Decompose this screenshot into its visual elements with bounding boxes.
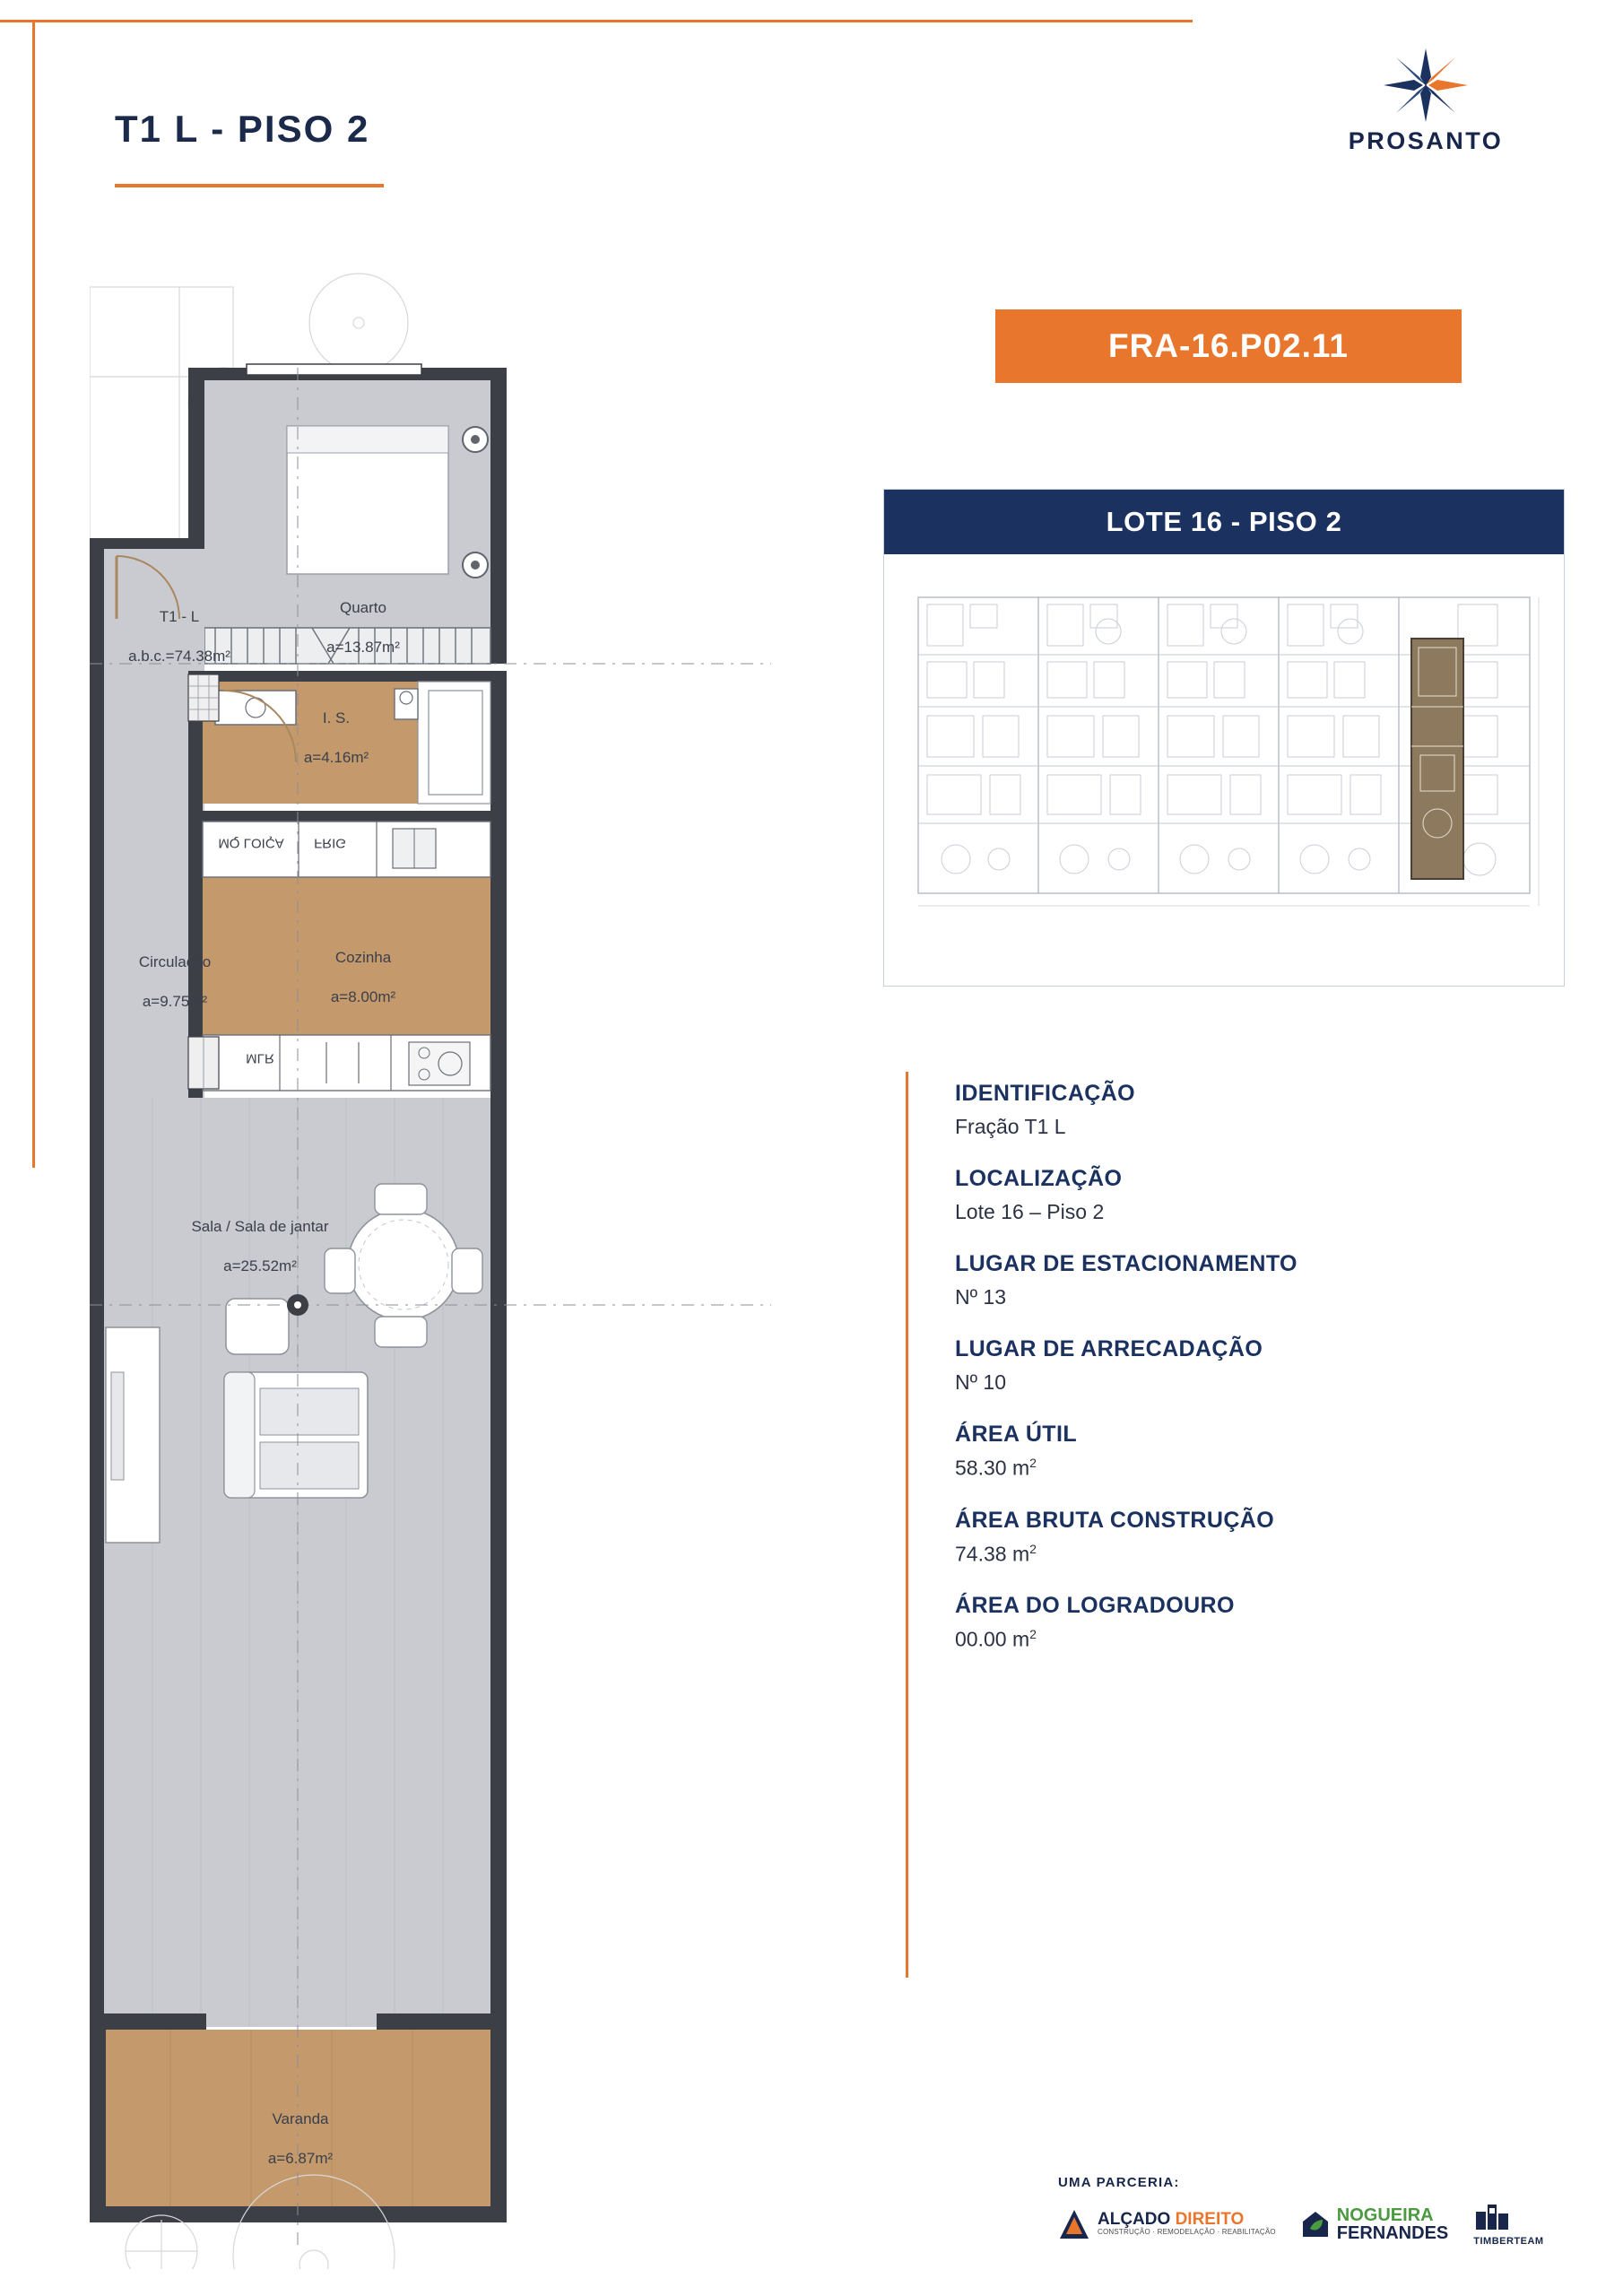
house-leaf-icon [1301,2209,1330,2239]
info-label: ÁREA BRUTA CONSTRUÇÃO [955,1507,1275,1533]
info-value: Nº 10 [955,1370,1006,1394]
room-label-cozinha [282,928,444,1007]
brand-logo [1327,45,1524,155]
room-label-varanda [220,2090,381,2169]
room-label-sala [175,1197,345,1276]
room-area: a=4.16m² [303,749,369,767]
info-item-localizacao [955,1166,1583,1224]
room-area: a=6.87m² [267,2150,334,2168]
room-name: Cozinha [334,949,392,967]
appliance-label-frig: FRIG [314,835,346,851]
buildings-icon [1473,2201,1511,2231]
info-value-unit: 2 [1029,1456,1037,1470]
room-area: a=9.75m² [142,993,208,1011]
brand-name: PROSANTO [1348,127,1504,154]
partner-name-part-a: NOGUEIRA [1336,2205,1434,2225]
keyplan-body [884,554,1564,986]
ad-monogram-icon [1058,2208,1090,2240]
info-orange-rule [906,1072,908,1978]
keyplan-diagram-icon [884,554,1564,985]
title-underline-rule [115,184,384,187]
room-label-circulacao [90,933,260,1012]
floor-plan [90,269,771,2269]
info-value [955,1456,1583,1481]
room-label-is [273,689,399,768]
partner-name: TIMBERTEAM [1473,2236,1544,2247]
left-orange-rule [32,20,35,1168]
page-title: T1 L - PISO 2 [115,108,370,150]
partner-timberteam [1473,2201,1543,2247]
partner-alcado-direito [1058,2208,1276,2240]
partner-name [1098,2211,1276,2229]
info-item-identificacao [955,1081,1583,1139]
fraction-code-badge: FRA-16.P02.11 [995,309,1462,383]
room-name: Varanda [272,2110,329,2128]
partners-row [1058,2201,1560,2247]
room-name: Sala / Sala de jantar [191,1218,329,1236]
unit-tag-area: a.b.c.=74.38m² [128,648,230,665]
partners-title: UMA PARCERIA: [1058,2175,1180,2190]
appliance-label-mlr: MLR [246,1050,274,1066]
info-value-unit: 2 [1029,1541,1037,1556]
info-label: LOCALIZAÇÃO [955,1166,1123,1191]
info-item-area-bruta [955,1508,1583,1567]
info-label: LUGAR DE ARRECADAÇÃO [955,1336,1263,1361]
info-value-text: 00.00 m [955,1627,1030,1651]
info-item-area-util [955,1422,1583,1481]
info-label: LUGAR DE ESTACIONAMENTO [955,1251,1298,1276]
info-value [955,1542,1583,1567]
room-name: Circulação [138,953,212,971]
partner-name-2: FERNANDES [1336,2222,1449,2243]
info-value: Lote 16 – Piso 2 [955,1200,1105,1223]
info-item-area-logradouro [955,1593,1583,1652]
room-area: a=8.00m² [330,988,396,1006]
info-item-estacionamento [955,1251,1583,1309]
info-value-text: 74.38 m [955,1542,1030,1566]
room-name: Quarto [340,599,386,617]
top-orange-rule [0,20,1193,22]
room-area: a=25.52m² [223,1257,297,1275]
info-value: Fração T1 L [955,1115,1066,1138]
partner-name-part-a: ALÇADO [1098,2210,1176,2230]
info-value-unit: 2 [1029,1627,1037,1642]
partner-subtitle: CONSTRUÇÃO · REMODELAÇÃO · REABILITAÇÃO [1098,2228,1276,2237]
appliance-label-mq-loica: MQ LOIÇA [218,835,284,851]
info-label: ÁREA DO LOGRADOURO [955,1593,1235,1619]
partner-name-part-b: DIREITO [1175,2210,1245,2230]
info-value-text: 58.30 m [955,1456,1030,1480]
info-item-arrecadacao [955,1336,1583,1395]
info-list [955,1081,1583,1679]
partner-name [1337,2206,1448,2224]
compass-star-icon [1376,45,1475,126]
unit-tag [99,587,260,666]
room-name: I. S. [322,709,351,727]
keyplan-header: LOTE 16 - PISO 2 [884,490,1564,554]
keyplan-panel [883,489,1565,987]
info-label: IDENTIFICAÇÃO [955,1081,1136,1106]
room-area: a=13.87m² [326,639,400,657]
unit-tag-name: T1 - L [159,608,200,626]
info-label: ÁREA ÚTIL [955,1422,1077,1447]
info-value: Nº 13 [955,1285,1006,1309]
info-value [955,1627,1583,1652]
room-label-quarto [282,578,444,657]
partners-section [1058,2175,1560,2247]
partner-nogueira-fernandes [1301,2206,1448,2242]
